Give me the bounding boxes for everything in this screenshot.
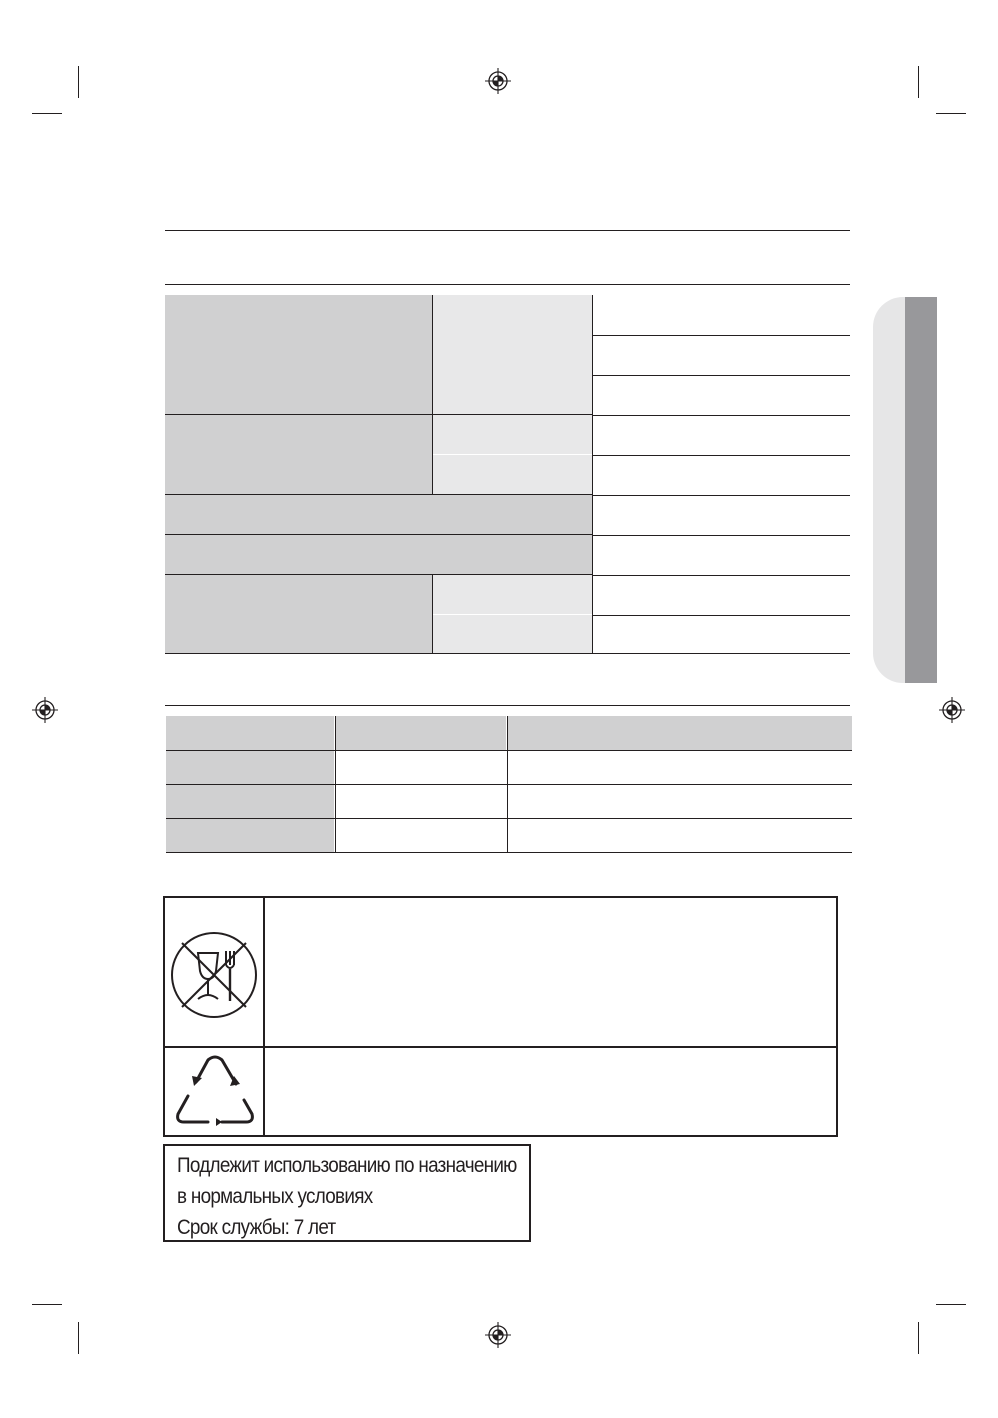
spec-value	[593, 496, 850, 536]
table-row-header	[166, 751, 334, 784]
symbols-divider	[263, 896, 265, 1137]
spec-value	[593, 576, 850, 616]
spec-value	[593, 536, 850, 576]
spec-row-header	[165, 535, 592, 574]
crop-mark	[936, 113, 966, 114]
table-rule	[165, 574, 592, 575]
table-rule	[165, 414, 592, 415]
spec-subheader	[433, 615, 592, 654]
table-rule	[432, 575, 433, 654]
spec-subheader	[433, 335, 592, 375]
table-rule	[166, 852, 852, 853]
table-header-cell	[336, 716, 506, 750]
symbols-divider	[163, 1046, 838, 1048]
table-header-cell	[166, 716, 334, 750]
table-row-header	[166, 785, 334, 818]
crop-mark	[78, 66, 79, 98]
spec-group-header	[165, 295, 432, 414]
section-rule	[165, 284, 850, 285]
registration-mark-icon	[485, 68, 511, 94]
table-rule	[432, 415, 433, 494]
crop-mark	[78, 1322, 79, 1354]
spec-table	[165, 295, 850, 654]
spec-subheader	[433, 375, 592, 414]
spec-value	[593, 456, 850, 496]
spec-subheader	[433, 575, 592, 614]
crop-mark	[918, 1322, 919, 1354]
registration-mark-icon	[32, 697, 58, 723]
table-rule	[166, 818, 852, 819]
section-rule	[165, 230, 850, 231]
service-note-line: в нормальных условиях	[177, 1185, 373, 1208]
not-for-food-icon	[168, 929, 260, 1021]
chapter-tab-marker	[905, 297, 937, 683]
spec-value	[593, 416, 850, 456]
table-rule	[165, 653, 850, 654]
data-table	[166, 716, 852, 853]
service-note-line: Подлежит использованию по назначению	[177, 1154, 517, 1177]
spec-subheader	[433, 415, 592, 454]
crop-mark	[32, 1304, 62, 1305]
service-note-line: Срок службы: 7 лет	[177, 1216, 336, 1239]
spec-group-header	[165, 575, 432, 654]
spec-value	[593, 336, 850, 376]
table-rule	[165, 534, 592, 535]
recycle-icon	[174, 1054, 256, 1130]
spec-value	[593, 376, 850, 416]
section-rule	[165, 705, 850, 706]
registration-mark-icon	[939, 697, 965, 723]
crop-mark	[32, 113, 62, 114]
table-rule	[166, 784, 852, 785]
table-row-header	[166, 819, 334, 853]
spec-group-header	[165, 415, 432, 494]
crop-mark	[936, 1304, 966, 1305]
spec-value	[593, 295, 850, 336]
table-rule	[432, 295, 433, 414]
spec-subheader	[433, 455, 592, 494]
registration-mark-icon	[485, 1322, 511, 1348]
spec-subheader	[433, 295, 592, 335]
table-rule	[165, 494, 592, 495]
spec-row-header	[165, 495, 592, 534]
service-life-note	[163, 1144, 531, 1242]
table-header-cell	[508, 716, 852, 750]
table-rule	[166, 750, 852, 751]
crop-mark	[918, 66, 919, 98]
spec-value	[593, 616, 850, 654]
table-rule	[592, 295, 593, 654]
